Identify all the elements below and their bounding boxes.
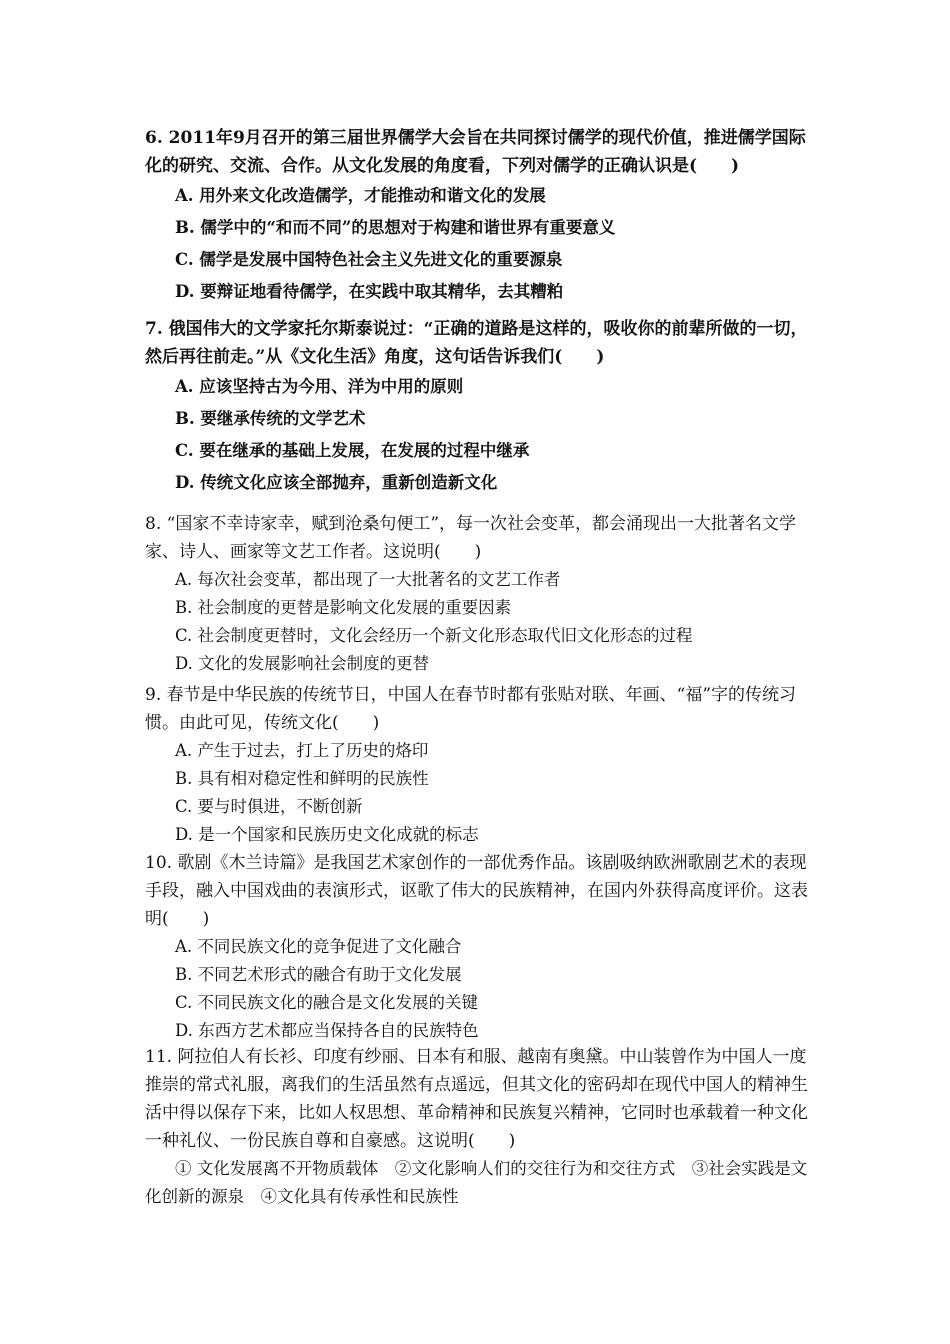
question-11 [145,1043,810,1211]
option-d: D. 文化的发展影响社会制度的更替 [175,654,430,673]
question-stem: 8. “国家不幸诗家幸，赋到沧桑句便工”，每一次社会变革，都会涌现出一大批著名文学家、诗人、画家等文艺工作者。这说明( ) [145,514,797,562]
option-a: A. 用外来文化改造儒学，才能推动和谐文化的发展 [175,186,546,205]
option-d: D. 是一个国家和民族历史文化成就的标志 [175,825,479,844]
option-a: A. 每次社会变革，都出现了一大批著名的文艺工作者 [175,570,561,589]
option-b: B. 要继承传统的文学艺术 [175,409,366,428]
question-7 [145,315,810,499]
option-b: B. 儒学中的“和而不同”的思想对于构建和谐世界有重要意义 [175,218,616,237]
question-stem: 11. 阿拉伯人有长衫、印度有纱丽、日本有和服、越南有奥黛。中山装曾作为中国人一度推崇的常式礼服，离我们的生活虽然有点遥远，但其文化的密码却在现代中国人的精神生活中得以保存下来，比如人权思想、革命精神和民族复兴精神，它同时也承载着一种文化一种礼仪、一份民族自尊和自豪感。这说明( ) [145,1047,808,1151]
option-c: C. 要与时俱进，不断创新 [175,797,363,816]
option-a: A. 产生于过去，打上了历史的烙印 [175,741,429,760]
option-c: C. 儒学是发展中国特色社会主义先进文化的重要源泉 [175,250,563,269]
question-10 [145,849,810,1045]
question-8 [145,510,810,678]
question-9 [145,681,810,849]
option-a: A. 不同民族文化的竞争促进了文化融合 [175,937,462,956]
question-stem: 10. 歌剧《木兰诗篇》是我国艺术家创作的一部优秀作品。该剧吸纳欧洲歌剧艺术的表现手段，融入中国戏曲的表演形式，讴歌了伟大的民族精神，在国内外获得高度评价。这表明( ) [145,853,808,929]
option-c: C. 要在继承的基础上发展，在发展的过程中继承 [175,441,530,460]
question-stem: 6. 2011年9月召开的第三届世界儒学大会旨在共同探讨儒学的现代价值，推进儒学国际化的研究、交流、合作。从文化发展的角度看，下列对儒学的正确认识是( ) [145,128,806,176]
option-b: B. 具有相对稳定性和鲜明的民族性 [175,769,429,788]
option-a: A. 应该坚持古为今用、洋为中用的原则 [175,377,464,396]
question-stem: 7. 俄国伟大的文学家托尔斯泰说过：“正确的道路是这样的，吸收你的前辈所做的一切，然后再往前走。”从《文化生活》角度，这句话告诉我们( ) [145,319,808,367]
option-d: D. 要辩证地看待儒学，在实践中取其精华，去其糟粕 [175,282,564,301]
option-d: D. 传统文化应该全部抛弃，重新创造新文化 [175,473,498,492]
option-b: B. 社会制度的更替是影响文化发展的重要因素 [175,598,512,617]
option-c: C. 社会制度更替时，文化会经历一个新文化形态取代旧文化形态的过程 [175,626,693,645]
option-d: D. 东西方艺术都应当保持各自的民族特色 [175,1021,479,1040]
question-stem: 9. 春节是中华民族的传统节日，中国人在春节时都有张贴对联、年画、“福”字的传统习惯。由此可见，传统文化( ) [145,685,797,733]
question-6 [145,124,810,308]
numbered-choices: ① 文化发展离不开物质载体 ②文化影响人们的交往行为和交往方式 ③社会实践是文化创新的源泉 ④文化具有传承性和民族性 [145,1159,808,1206]
option-b: B. 不同艺术形式的融合有助于文化发展 [175,965,462,984]
option-c: C. 不同民族文化的融合是文化发展的关键 [175,993,479,1012]
